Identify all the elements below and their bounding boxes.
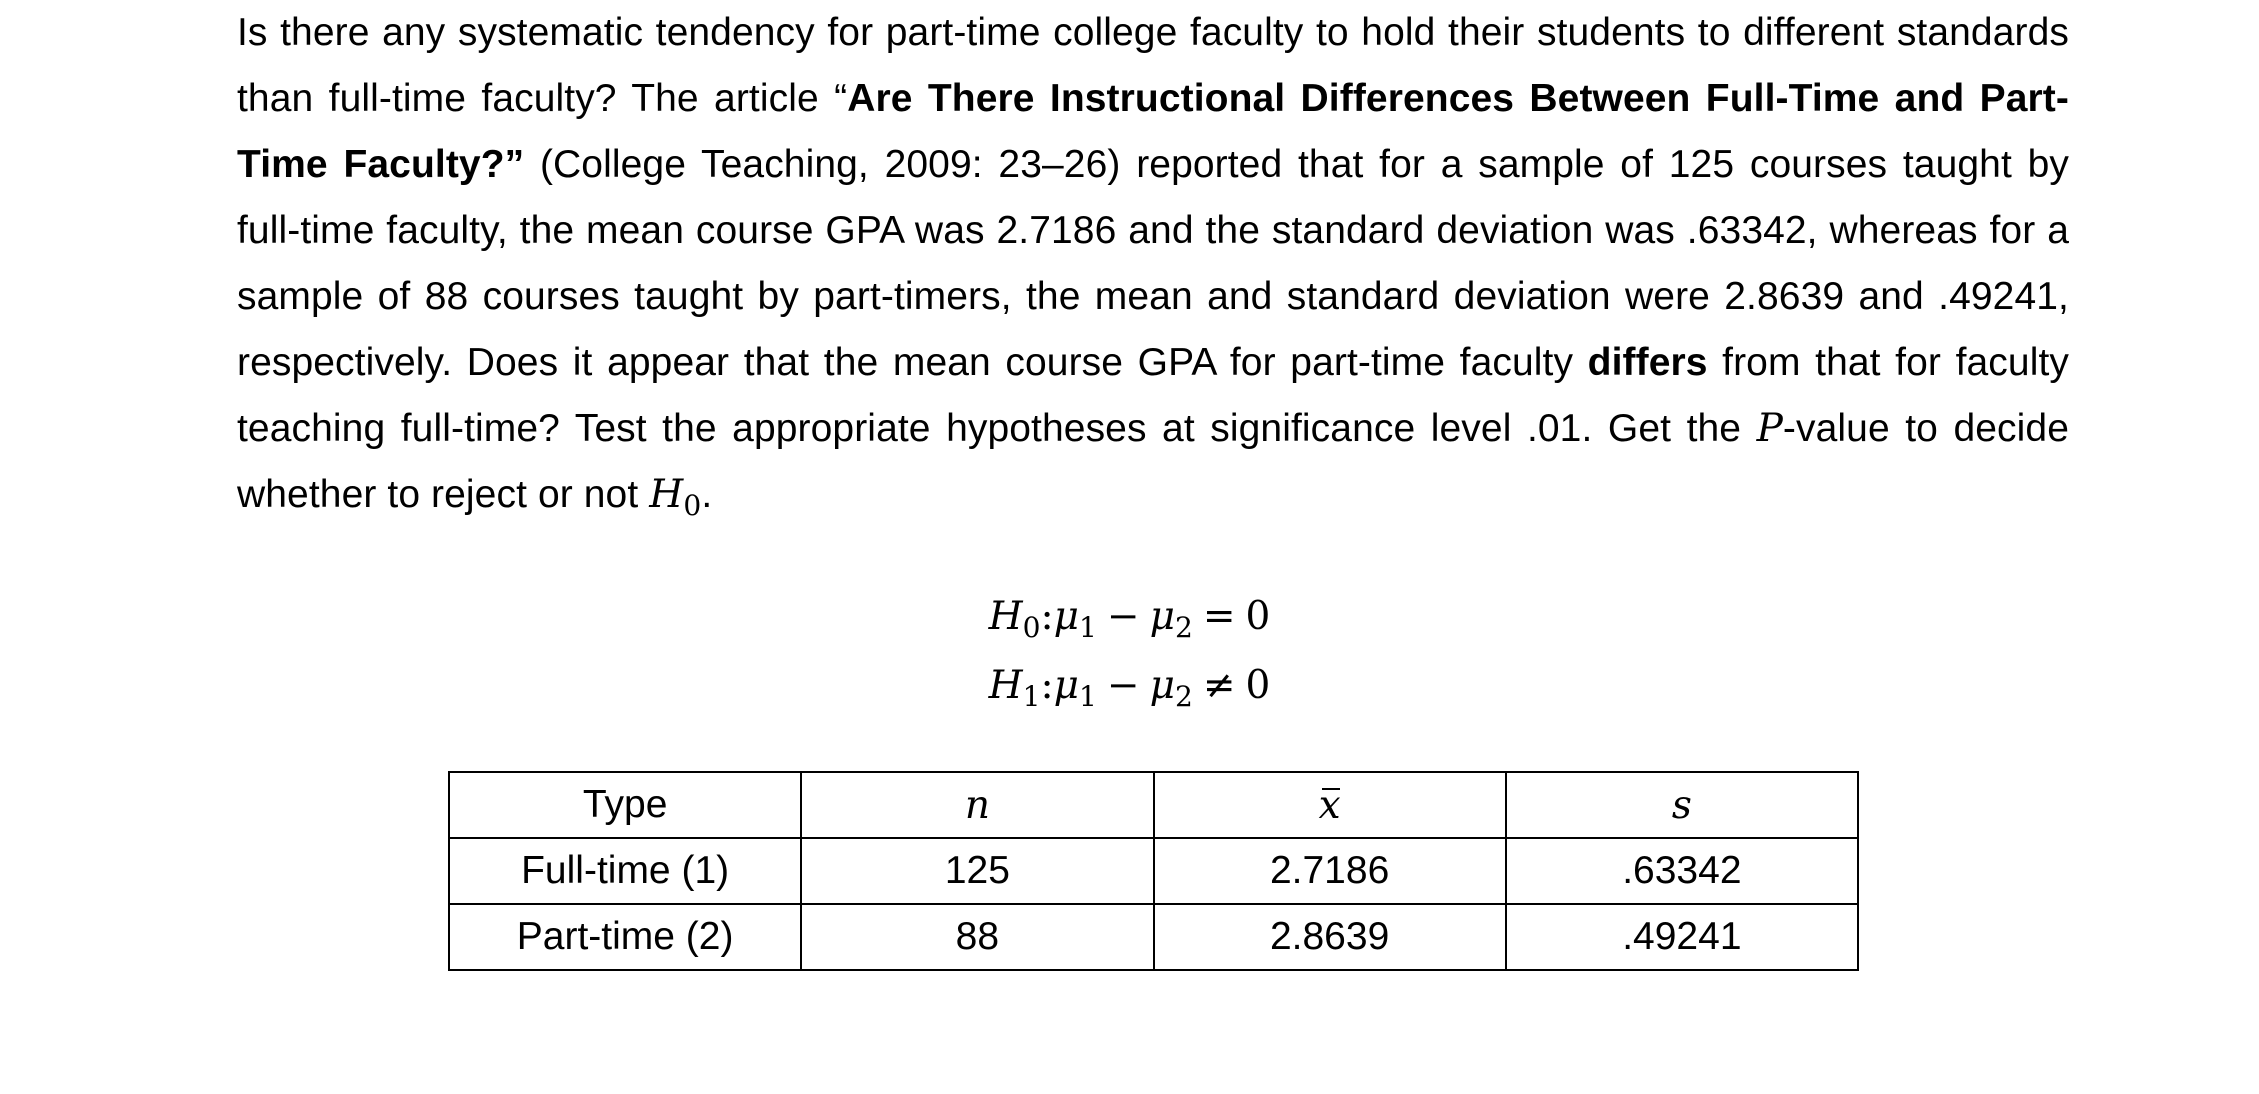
header-xbar: x xyxy=(1154,772,1506,838)
hypotheses xyxy=(0,588,2259,726)
cell-sd: .49241 xyxy=(1506,904,1858,970)
problem-paragraph xyxy=(237,0,2069,539)
problem-middle: (College Teaching, 2009: 23–26) reported that for a sample of 125 courses taught by full-time faculty, the mean course GPA was 2.7186 and the standard deviation was .63342, whereas for a sample of 88 courses taught by part-timers, the mean and standard deviation were 2.8639 and .49241, respectively. Does it appear that the mean course GPA for part-time faculty xyxy=(237,143,2069,384)
cell-type: Part-time (2) xyxy=(449,904,801,970)
cell-mean: 2.8639 xyxy=(1154,904,1506,970)
h0-symbol: $H_0$ xyxy=(649,472,702,522)
cell-n: 125 xyxy=(801,838,1153,904)
emphasis-differs: differs xyxy=(1587,341,1708,384)
header-s: s xyxy=(1506,772,1858,838)
problem-after-p: -value to decide whether to reject or not xyxy=(237,407,2069,516)
cell-type: Full-time (1) xyxy=(449,838,801,904)
table-row xyxy=(449,838,1858,904)
table-header-row xyxy=(449,772,1858,838)
cell-n: 88 xyxy=(801,904,1153,970)
header-n: n xyxy=(801,772,1153,838)
table-row xyxy=(449,904,1858,970)
p-symbol: P xyxy=(1756,406,1783,451)
problem-after-emphasis: from that for faculty teaching full-time? Test the appropriate hypotheses at significance level .01. Get the xyxy=(237,341,2070,450)
problem-end: . xyxy=(701,473,713,516)
alt-hypothesis: $H_1:\mu_1 - \mu_2 \ne 0$ xyxy=(988,662,1271,713)
problem-intro: Is there any systematic tendency for part-time college faculty to hold their students to different standards than full-time faculty? The article “ xyxy=(237,11,2069,120)
summary-table xyxy=(448,771,1859,971)
null-hypothesis: $H_0:\mu_1 - \mu_2 = 0$ xyxy=(988,594,1271,644)
article-title: Are There Instructional Differences Between Full-Time and Part-Time Faculty?” xyxy=(237,77,2069,186)
header-type: Type xyxy=(449,772,801,838)
cell-mean: 2.7186 xyxy=(1154,838,1506,904)
cell-sd: .63342 xyxy=(1506,838,1858,904)
